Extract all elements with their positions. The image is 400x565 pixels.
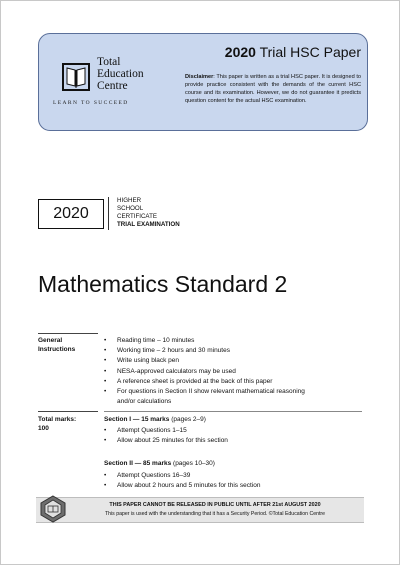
total-education-centre-logo bbox=[49, 52, 167, 112]
cert-line: HIGHER bbox=[117, 197, 142, 204]
year-divider bbox=[108, 197, 109, 230]
list-item: • Write using black pen bbox=[104, 356, 374, 366]
logo-text-education: Education bbox=[97, 68, 144, 80]
section-pages: (pages 10–30) bbox=[171, 460, 215, 467]
section-pages: (pages 2–9) bbox=[169, 416, 206, 423]
section-2-heading bbox=[104, 459, 215, 468]
general-instructions-label bbox=[38, 336, 75, 354]
section-title: Section II bbox=[104, 460, 133, 467]
disclaimer bbox=[185, 73, 361, 105]
general-instructions-list bbox=[104, 336, 374, 407]
total-marks-rule bbox=[38, 411, 98, 412]
logo-text-centre: Centre bbox=[97, 80, 128, 92]
security-seal-icon bbox=[39, 495, 67, 523]
logo-tagline: LEARN TO SUCCEED bbox=[53, 100, 129, 106]
cert-line: CERTIFICATE bbox=[117, 213, 157, 220]
footer-release-notice: THIS PAPER CANNOT BE RELEASED IN PUBLIC UNTIL AFTER 21st AUGUST 2020 bbox=[109, 502, 321, 508]
section-marks: — 15 marks bbox=[131, 416, 170, 423]
sections-rule bbox=[104, 411, 362, 412]
footer-security-notice: This paper is used with the understanding that it has a Security Period. ©Total Education Centre bbox=[104, 511, 326, 517]
label-line: Total marks: bbox=[38, 416, 77, 423]
label-line: 100 bbox=[38, 425, 49, 432]
list-item: • Working time – 2 hours and 30 minutes bbox=[104, 346, 374, 356]
label-line: Instructions bbox=[38, 346, 76, 353]
section-1-list bbox=[104, 426, 364, 446]
label-line: General bbox=[38, 337, 63, 344]
certificate-lines bbox=[117, 197, 180, 229]
exam-year-box: 2020 bbox=[38, 199, 104, 229]
cert-line: TRIAL EXAMINATION bbox=[117, 221, 180, 228]
total-marks-label bbox=[38, 415, 76, 433]
list-item: • Allow about 2 hours and 5 minutes for this section bbox=[104, 481, 364, 491]
section-1-heading bbox=[104, 415, 206, 424]
header-box bbox=[38, 33, 368, 131]
open-book-icon bbox=[61, 60, 91, 94]
section-title: Section I bbox=[104, 416, 132, 423]
paper-title-year: 2020 bbox=[224, 44, 256, 60]
main-title: Mathematics Standard 2 bbox=[38, 271, 288, 297]
list-item: • Allow about 25 minutes for this section bbox=[104, 436, 364, 446]
list-item-continuation: and/or calculations bbox=[117, 398, 172, 406]
logo-text-total: Total bbox=[97, 56, 121, 68]
paper-title-rest: Trial HSC Paper bbox=[255, 44, 361, 60]
list-item: • Reading time – 10 minutes bbox=[104, 336, 374, 346]
list-item: • NESA-approved calculators may be used bbox=[104, 367, 374, 377]
disclaimer-text: : This paper is written as a trial HSC paper. It is designed to provide practice consistent with the demands of the current HSC course and its examination. However, we do not guarantee it predicts question content for the actual HSC examination. bbox=[185, 74, 361, 104]
section-2-list bbox=[104, 471, 364, 491]
general-instructions-rule bbox=[38, 333, 98, 334]
disclaimer-label: Disclaimer bbox=[185, 74, 214, 80]
list-item: • Attempt Questions 16–39 bbox=[104, 471, 364, 481]
list-item: • Attempt Questions 1–15 bbox=[104, 426, 364, 436]
section-marks: — 85 marks bbox=[132, 460, 172, 467]
list-item: • A reference sheet is provided at the back of this paper bbox=[104, 377, 374, 387]
list-item: • For questions in Section II show relevant mathematical reasoning bbox=[104, 387, 374, 397]
cert-line: SCHOOL bbox=[117, 205, 144, 212]
footer-bar bbox=[36, 497, 364, 523]
paper-title bbox=[185, 44, 361, 60]
